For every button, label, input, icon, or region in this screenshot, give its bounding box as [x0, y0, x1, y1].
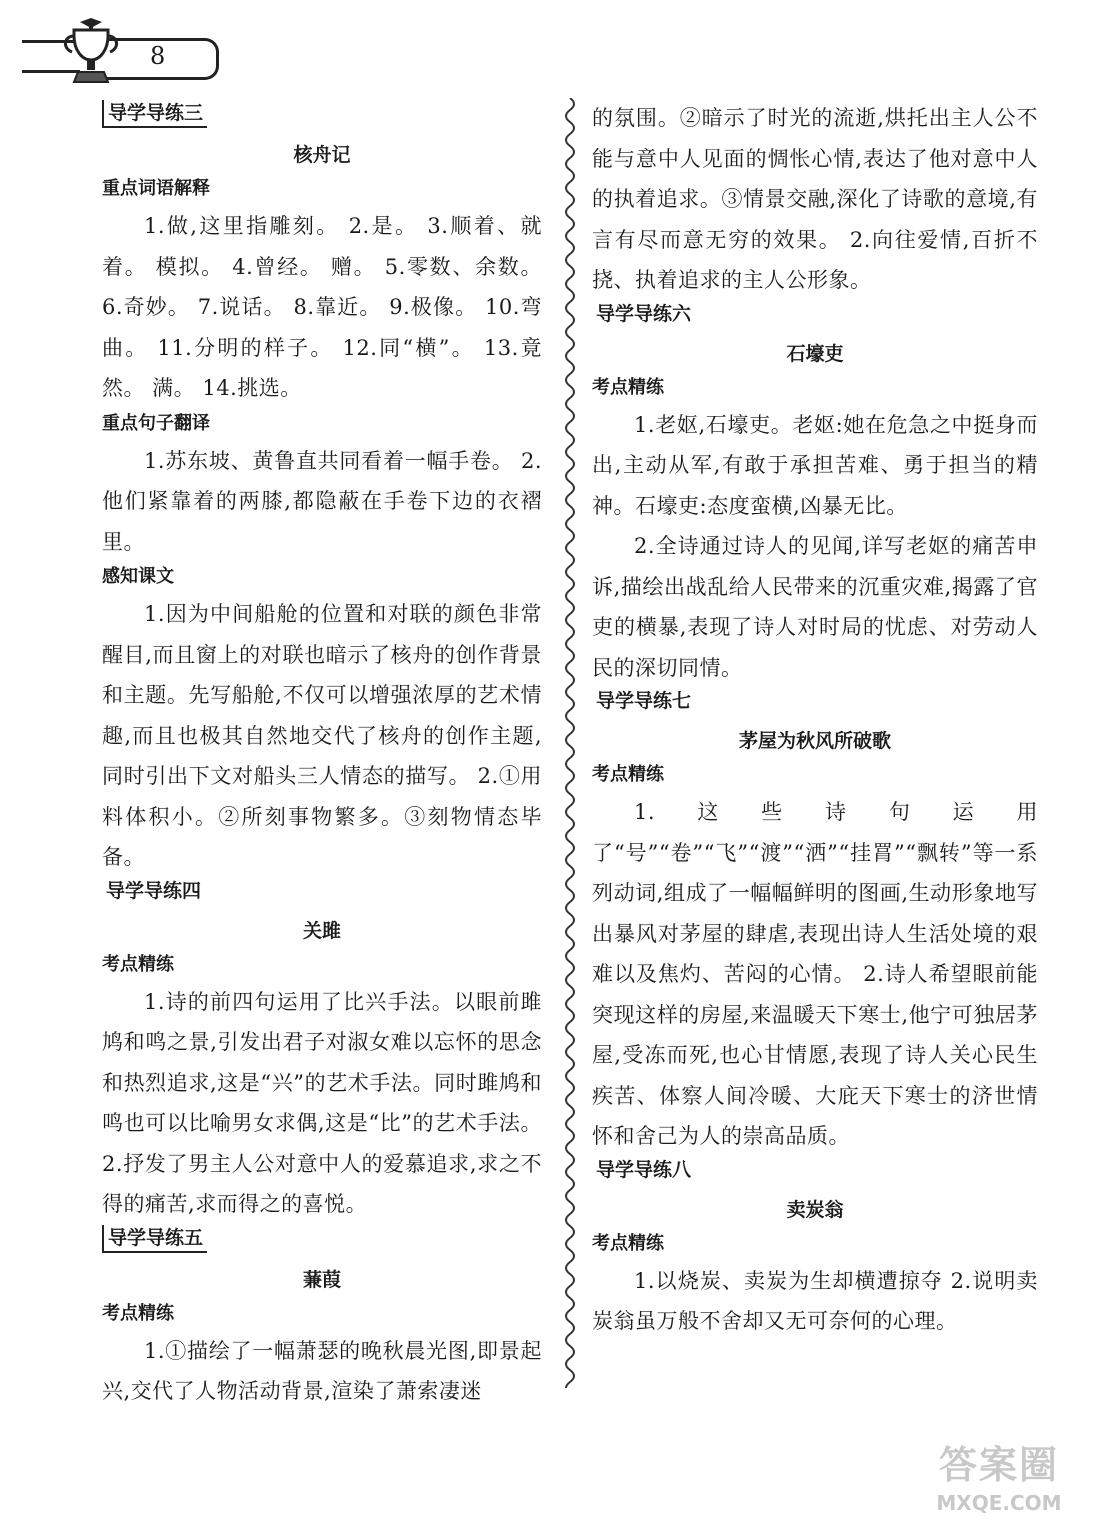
subheading: 考点精练 [102, 1302, 174, 1324]
subheading: 考点精练 [592, 376, 664, 398]
answer-paragraph: 1.因为中间船舱的位置和对联的颜色非常醒目,而且窗上的对联也暗示了核舟的创作背景和主题。先写船舱,不仅可以增强浓厚的艺术情趣,而且也极其自然地交代了核舟的创作主题,同时引出下文对船头三人情态的描写。 2.①用料体积小。②所刻事物繁多。③刻物情态毕备。 [102, 602, 542, 869]
section-label-4: 导学导练四 [106, 879, 202, 902]
lesson-title-4: 关雎 [302, 919, 341, 942]
lesson-title-8: 卖炭翁 [786, 1198, 844, 1221]
subheading: 重点词语解释 [102, 178, 210, 199]
lesson-title-7: 茅屋为秋风所破歌 [738, 730, 891, 752]
column-divider [560, 98, 580, 1388]
left-column [102, 100, 542, 1412]
watermark-logo: 答案圈 MXQE.COM [936, 1443, 1062, 1515]
answer-paragraph: 1.诗的前四句运用了比兴手法。以眼前雎鸠和鸣之景,引发出君子对淑女难以忘怀的思念和热烈追求,这是“兴”的艺术手法。同时雎鸠和鸣也可以比喻男女求偶,这是“比”的艺术手法。 2.抒发了男主人公对意中人的爱慕追求,求之不得的痛苦,求而得之的喜悦。 [102, 989, 542, 1216]
lesson-title-6: 石壕吏 [786, 342, 844, 365]
right-column [592, 98, 1038, 1342]
section-label-5: 导学导练五 [102, 1225, 207, 1253]
answer-paragraph: 1.以烧炭、卖炭为生却横遭掠夺 2.说明卖炭翁虽万般不舍却又无可奈何的心理。 [592, 1268, 1038, 1333]
answer-paragraph: 1.苏东坡、黄鲁直共同看着一幅手卷。 2.他们紧靠着的两膝,都隐蔽在手卷下边的衣褶里。 [102, 448, 542, 554]
lesson-title-5: 蒹葭 [302, 1268, 341, 1291]
subheading: 考点精练 [592, 764, 664, 785]
answer-paragraph: 1.这些诗句运用了“号”“卷”“飞”“渡”“洒”“挂罥”“飘转”等一系列动词,组成了一幅幅鲜明的图画,生动形象地写出暴风对茅屋的肆虐,表现出诗人生活处境的艰难以及焦灼、苦闷的心情。 2.诗人希望眼前能突现这样的房屋,来温暖天下寒士,他宁可独居茅屋,受冻而死,也心甘情愿,表现了诗人关心民生疾苦、体察人间冷暖、大庇天下寒士的济世情怀和舍己为人的崇高品质。 [592, 800, 1038, 1148]
answer-paragraph: 的氛围。②暗示了时光的流逝,烘托出主人公不能与意中人见面的惆怅心情,表达了他对意中人的执着追求。③情景交融,深化了诗歌的意境,有言有尽而意无穷的效果。 2.向往爱情,百折不挠、执着追求的主人公形象。 [592, 106, 1038, 292]
trophy-icon [56, 16, 126, 88]
subheading: 考点精练 [592, 1232, 664, 1254]
page-number: 8 [150, 42, 166, 70]
answer-paragraph: 1.①描绘了一幅萧瑟的晚秋晨光图,即景起兴,交代了人物活动背景,渲染了萧索凄迷 [102, 1338, 542, 1403]
answer-paragraph: 1.老妪,石壕吏。老妪:她在危急之中挺身而出,主动从军,有敢于承担苦难、勇于担当的精神。石壕吏:态度蛮横,凶暴无比。 [592, 412, 1038, 518]
section-label-3: 导学导练三 [102, 100, 207, 128]
subheading: 重点句子翻译 [102, 412, 210, 434]
section-label-6: 导学导练六 [596, 302, 692, 325]
lesson-title-3: 核舟记 [293, 144, 351, 166]
answer-paragraph: 2.全诗通过诗人的见闻,详写老妪的痛苦申诉,描绘出战乱给人民带来的沉重灾难,揭露了官吏的横暴,表现了诗人对时局的忧虑、对劳动人民的深切同情。 [592, 534, 1038, 680]
subheading: 考点精练 [102, 953, 174, 975]
section-label-8: 导学导练八 [596, 1158, 692, 1181]
section-label-7: 导学导练七 [596, 690, 692, 712]
answer-paragraph: 1.做,这里指雕刻。 2.是。 3.顺着、就着。 模拟。 4.曾经。 赠。 5.零数、余数。 6.奇妙。 7.说话。 8.靠近。 9.极像。 10.弯曲。 11.分明的样子。 12.同“横”。 13.竟然。 满。 14.挑选。 [102, 214, 542, 400]
subheading: 感知课文 [102, 566, 174, 587]
